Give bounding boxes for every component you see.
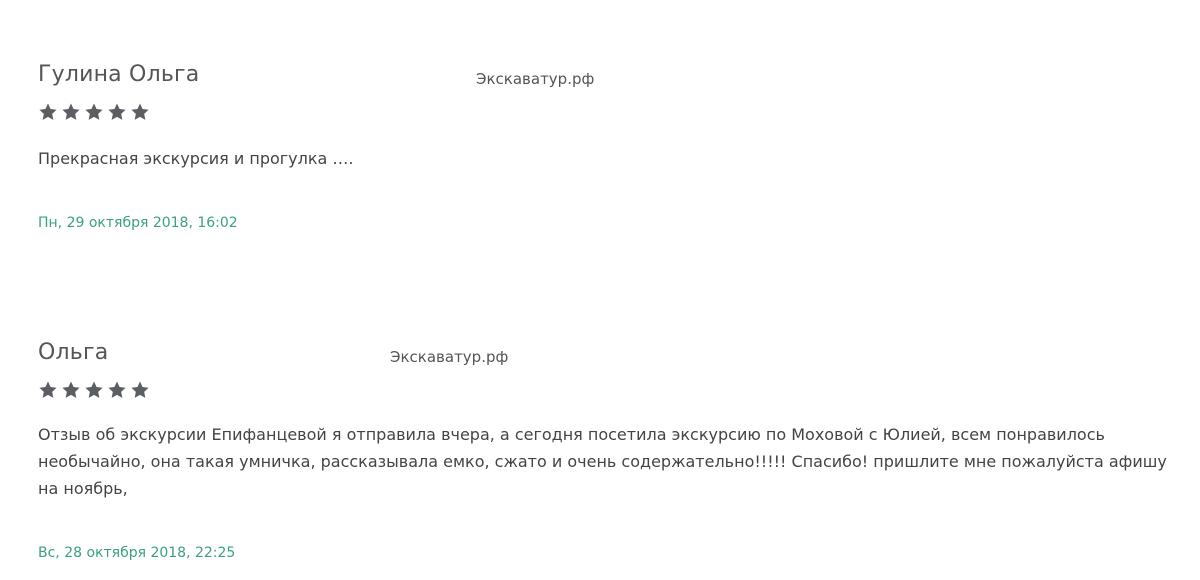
review-text: Отзыв об экскурсии Епифанцевой я отправила вчера, а сегодня посетила экскурсию по Моховой с Юлией, всем понравилось необычайно, она такая умничка, рассказывала емко, сжато и очень содержательно!!!!! Спасибо! пришлите мне пожалуйста афишу на ноябрь, bbox=[38, 425, 1167, 498]
review-date: Пн, 29 октября 2018, 16:02 bbox=[38, 215, 238, 231]
review-source: Экскаватур.рф bbox=[476, 70, 595, 88]
star-icon bbox=[61, 102, 81, 122]
star-icon bbox=[61, 380, 81, 400]
review-author: Гулина Ольга bbox=[38, 62, 200, 87]
rating-stars bbox=[38, 380, 150, 402]
review-header bbox=[38, 340, 1168, 372]
star-icon bbox=[84, 380, 104, 400]
review-date: Вс, 28 октября 2018, 22:25 bbox=[38, 545, 236, 561]
star-icon bbox=[38, 102, 58, 122]
star-icon bbox=[38, 380, 58, 400]
star-icon bbox=[130, 102, 150, 122]
review-source: Экскаватур.рф bbox=[390, 348, 509, 366]
star-icon bbox=[107, 380, 127, 400]
review-header bbox=[38, 62, 1168, 94]
review-item bbox=[38, 340, 1168, 561]
star-icon bbox=[107, 102, 127, 122]
rating-stars bbox=[38, 102, 150, 124]
review-text: Прекрасная экскурсия и прогулка …. bbox=[38, 149, 354, 168]
star-icon bbox=[84, 102, 104, 122]
star-icon bbox=[130, 380, 150, 400]
review-author: Ольга bbox=[38, 340, 109, 365]
review-item bbox=[38, 62, 1168, 231]
